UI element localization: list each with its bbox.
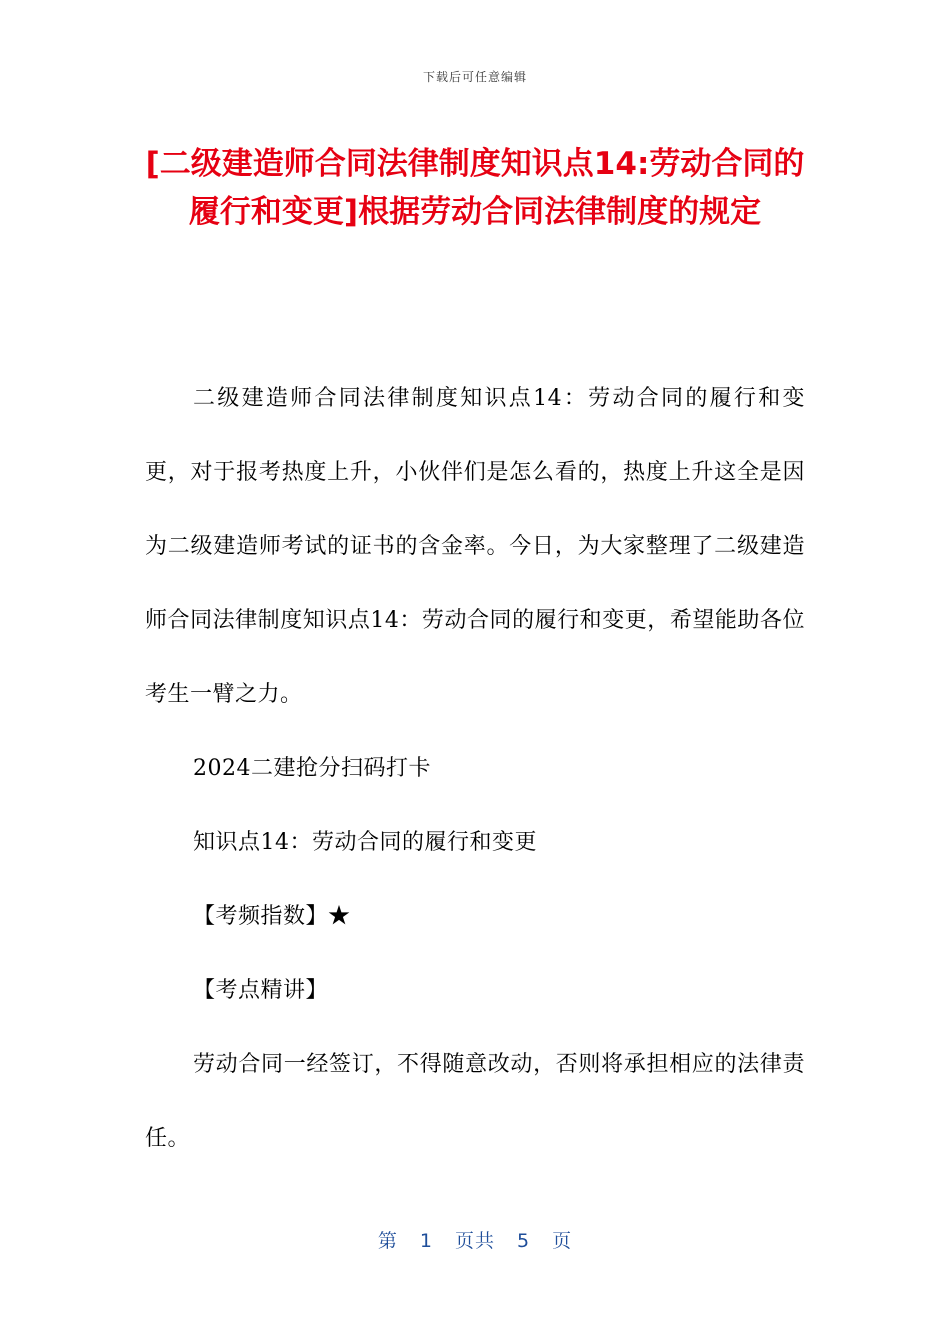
document-body (145, 362, 805, 1176)
promo-line: 2024二建抢分扫码打卡 (193, 756, 431, 781)
intro-paragraph: 二级建造师合同法律制度知识点14：劳动合同的履行和变更，对于报考热度上升，小伙伴们是怎么看的，热度上升这全是因为二级建造师考试的证书的含金率。今日，为大家整理了二级建造师合同法律制度知识点14：劳动合同的履行和变更，希望能助各位考生一臂之力。 (145, 386, 805, 707)
content-paragraph: 劳动合同一经签订，不得随意改动，否则将承担相应的法律责任。 (145, 1052, 805, 1151)
knowledge-point-heading: 知识点14：劳动合同的履行和变更 (193, 830, 537, 855)
footer-page-middle: 页共 (454, 1230, 495, 1252)
footer-page-suffix: 页 (552, 1230, 573, 1252)
frequency-index: 【考频指数】★ (193, 904, 351, 929)
document-title: [二级建造师合同法律制度知识点14:劳动合同的履行和变更]根据劳动合同法律制度的规定 (145, 146, 805, 230)
footer-page-total: 5 (517, 1230, 531, 1252)
page-footer (0, 1226, 950, 1253)
footer-page-number: 1 (419, 1230, 433, 1252)
key-points-heading: 【考点精讲】 (193, 978, 329, 1003)
footer-page-prefix: 第 (377, 1230, 398, 1252)
header-note: 下载后可任意编辑 (422, 70, 527, 84)
